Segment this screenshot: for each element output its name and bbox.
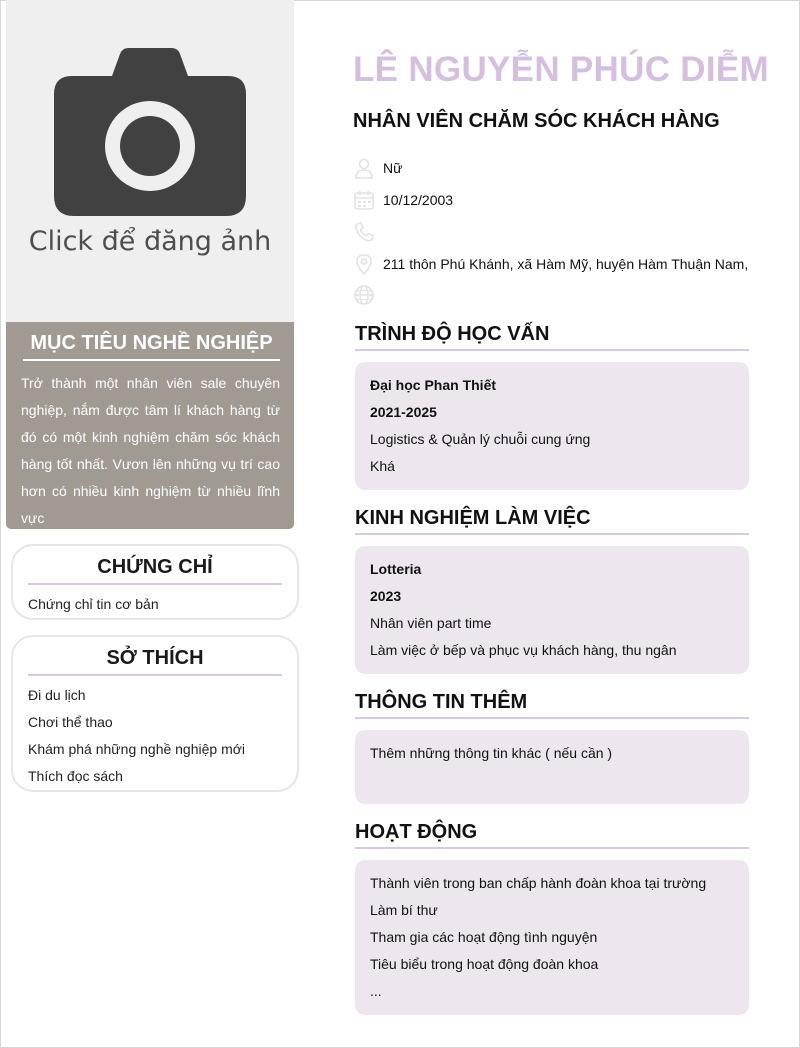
career-objective-text[interactable]: Trở thành một nhân viên sale chuyên nghiệp, nắm được tâm lí khách hàng từ đó có một kinh nghiệm chăm sóc khách hàng tốt nhất. Vươn lên những vụ trí cao hơn có nhiều kinh nghiệm từ nhiều lĩnh vực bbox=[21, 375, 280, 526]
education-school[interactable]: Đại học Phan Thiết bbox=[370, 377, 497, 393]
activity-item[interactable]: Thành viên trong ban chấp hành đoàn khoa tại trường bbox=[370, 875, 707, 891]
gender-row bbox=[353, 156, 402, 180]
additional-info-title: THÔNG TIN THÊM bbox=[355, 691, 749, 719]
hobby-item[interactable]: Chơi thể thao bbox=[28, 714, 113, 730]
calendar-icon bbox=[353, 189, 375, 211]
website-row bbox=[353, 283, 383, 307]
activity-item[interactable]: Làm bí thư bbox=[370, 902, 438, 918]
address-value[interactable]: 211 thôn Phú Khánh, xã Hàm Mỹ, huyện Hàm Thuận Nam, bbox=[383, 256, 749, 272]
education-card bbox=[355, 362, 749, 490]
experience-year[interactable]: 2023 bbox=[370, 588, 402, 604]
hobby-item[interactable]: Đi du lịch bbox=[28, 687, 86, 703]
phone-row bbox=[353, 220, 383, 244]
education-major[interactable]: Logistics & Quản lý chuỗi cung ứng bbox=[370, 431, 591, 447]
certificates-section bbox=[11, 544, 299, 620]
activity-item[interactable]: Tham gia các hoạt động tình nguyện bbox=[370, 929, 598, 945]
activity-item[interactable]: Tiêu biểu trong hoạt động đoàn khoa bbox=[370, 956, 599, 972]
activities-card bbox=[355, 860, 749, 1015]
birthdate-value[interactable]: 10/12/2003 bbox=[383, 192, 454, 208]
photo-upload-area[interactable] bbox=[6, 0, 294, 322]
camera-icon bbox=[54, 48, 246, 216]
career-objective-section bbox=[6, 322, 294, 529]
photo-upload-caption[interactable]: Click để đăng ảnh bbox=[28, 226, 272, 257]
globe-icon bbox=[353, 284, 375, 306]
experience-company[interactable]: Lotteria bbox=[370, 561, 422, 577]
certificates-title: CHỨNG CHỈ bbox=[28, 556, 282, 585]
experience-description[interactable]: Làm việc ở bếp và phục vụ khách hàng, thu ngân bbox=[370, 642, 677, 658]
career-objective-title: MỤC TIÊU NGHỀ NGHIỆP bbox=[23, 332, 280, 361]
certificate-item[interactable]: Chứng chỉ tin cơ bản bbox=[28, 596, 159, 612]
experience-position[interactable]: Nhân viên part time bbox=[370, 615, 492, 631]
activity-item[interactable]: ... bbox=[370, 983, 382, 999]
hobbies-title: SỞ THÍCH bbox=[28, 647, 282, 676]
phone-icon bbox=[353, 221, 375, 243]
experience-card bbox=[355, 546, 749, 674]
location-pin-icon bbox=[353, 253, 375, 275]
additional-info-card bbox=[355, 730, 749, 804]
activities-title: HOẠT ĐỘNG bbox=[355, 821, 749, 849]
education-title: TRÌNH ĐỘ HỌC VẤN bbox=[355, 323, 749, 351]
education-grade[interactable]: Khá bbox=[370, 458, 395, 474]
experience-title: KINH NGHIỆM LÀM VIỆC bbox=[355, 507, 749, 535]
additional-info-text[interactable]: Thêm những thông tin khác ( nếu cần ) bbox=[370, 745, 613, 761]
gender-value[interactable]: Nữ bbox=[383, 160, 403, 176]
job-title[interactable]: NHÂN VIÊN CHĂM SÓC KHÁCH HÀNG bbox=[353, 110, 720, 132]
hobby-item[interactable]: Khám phá những nghề nghiệp mới bbox=[28, 741, 246, 757]
birthdate-row bbox=[353, 188, 453, 212]
education-period[interactable]: 2021-2025 bbox=[370, 404, 437, 420]
hobby-item[interactable]: Thích đọc sách bbox=[28, 768, 123, 784]
hobbies-section bbox=[11, 635, 299, 792]
address-row bbox=[353, 252, 748, 276]
candidate-name[interactable]: LÊ NGUYỄN PHÚC DIỄM bbox=[353, 50, 770, 89]
person-icon bbox=[353, 157, 375, 179]
